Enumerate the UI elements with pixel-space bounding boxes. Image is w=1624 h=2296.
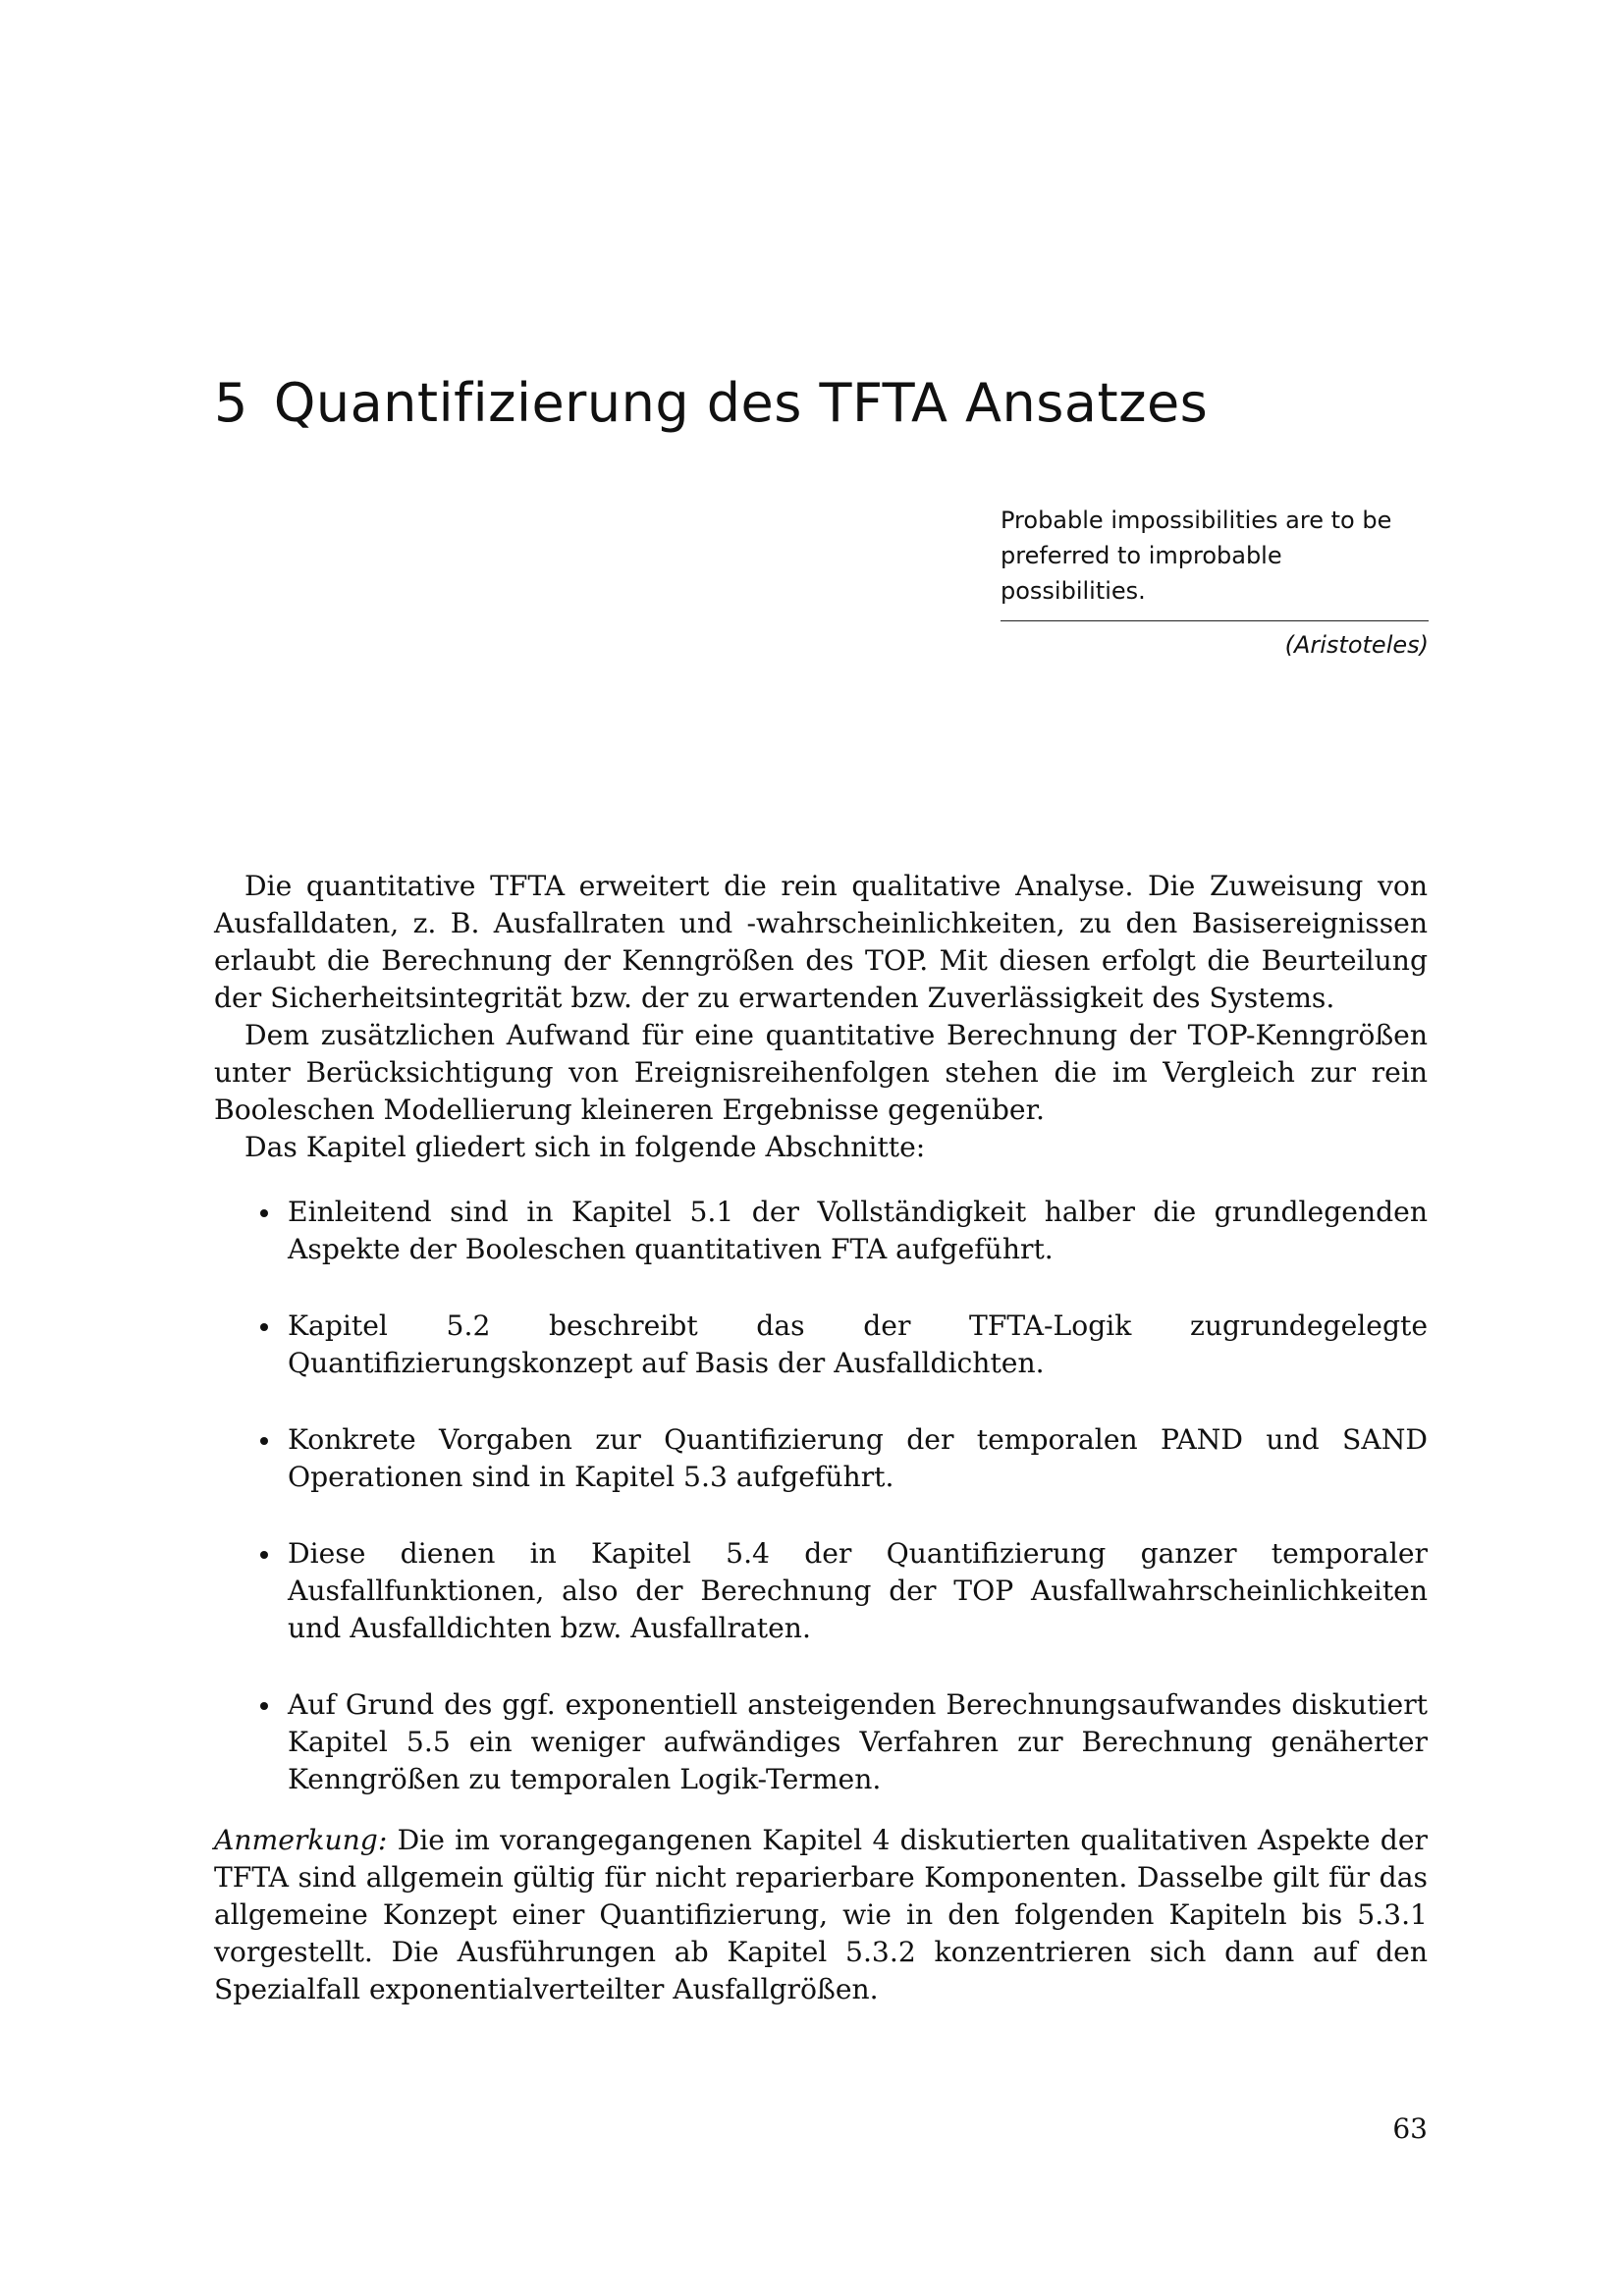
- list-item: [214, 1194, 1428, 1268]
- list-item-text: Einleitend sind in Kapitel 5.1 der Vollständigkeit halber die grundlegenden Aspekte der Booleschen quantitativen FTA aufgeführt.: [288, 1196, 1428, 1265]
- list-item-text: Kapitel 5.2 beschreibt das der TFTA-Logik zugrundegelegte Quantifizierungskonzept auf Basis der Ausfalldichten.: [288, 1309, 1428, 1379]
- list-item: [214, 1686, 1428, 1798]
- list-item-text: Auf Grund des ggf. exponentiell ansteigenden Berechnungsaufwandes diskutiert Kapitel 5.5 ein weniger aufwändiges Verfahren zur Berechnung genäherter Kenngrößen zu temporalen Logik-Termen.: [288, 1688, 1428, 1795]
- list-item: [214, 1421, 1428, 1496]
- paragraph-outline: Das Kapitel gliedert sich in folgende Abschnitte:: [244, 1131, 926, 1163]
- epigraph-quote-line-2: preferred to improbable possibilities.: [1001, 542, 1282, 605]
- note-text: Die im vorangegangenen Kapitel 4 diskutierten qualitativen Aspekte der TFTA sind allgemein gültig für nicht reparierbare Komponenten. Dasselbe gilt für das allgemeine Konzept einer Quantifizierung, wie in den folgenden Kapiteln bis 5.3.1 vorgestellt. Die Ausführungen ab Kapitel 5.3.2 konzentrieren sich dann auf den Spezialfall exponentialverteilter Ausfallgrößen.: [214, 1824, 1428, 2005]
- chapter-title-text: Quantifizierung des TFTA Ansatzes: [273, 372, 1209, 434]
- paragraph-effort: Dem zusätzlichen Aufwand für eine quantitative Berechnung der TOP-Kenngrößen unter Berücksichtigung von Ereignisreihenfolgen stehen die im Vergleich zur rein Booleschen Modellierung kleineren Ergebnisse gegenüber.: [214, 1019, 1428, 1126]
- note-paragraph: [214, 1822, 1428, 2008]
- epigraph-divider: [1001, 620, 1429, 621]
- bullet-icon: [260, 1437, 268, 1445]
- bullet-icon: [260, 1323, 268, 1331]
- page-number: 63: [1392, 2112, 1428, 2145]
- epigraph: [1001, 503, 1429, 663]
- section-overview-list: [214, 1194, 1428, 1798]
- bullet-icon: [260, 1551, 268, 1559]
- list-item-text: Diese dienen in Kapitel 5.4 der Quantifizierung ganzer temporaler Ausfallfunktionen, also der Berechnung der TOP Ausfallwahrscheinlichkeiten und Ausfalldichten bzw. Ausfallraten.: [288, 1537, 1428, 1644]
- list-item-text: Konkrete Vorgaben zur Quantifizierung der temporalen PAND und SAND Operationen sind in Kapitel 5.3 aufgeführt.: [288, 1423, 1428, 1493]
- epigraph-quote-line-1: Probable impossibilities are to be: [1001, 507, 1392, 534]
- note-label: Anmerkung:: [214, 1824, 388, 1856]
- chapter-title: [214, 369, 1208, 438]
- chapter-number: 5: [214, 372, 248, 434]
- epigraph-author: (Aristoteles): [1284, 631, 1429, 659]
- bullet-icon: [260, 1702, 268, 1710]
- list-item: [214, 1308, 1428, 1382]
- paragraph-intro: Die quantitative TFTA erweitert die rein qualitative Analyse. Die Zuweisung von Ausfalldaten, z. B. Ausfallraten und -wahrscheinlichkeiten, zu den Basisereignissen erlaubt die Berechnung der Kenngrößen des TOP. Mit diesen erfolgt die Beurteilung der Sicherheitsintegrität bzw. der zu erwartenden Zuverlässigkeit des Systems.: [214, 870, 1428, 1014]
- bullet-icon: [260, 1209, 268, 1217]
- epigraph-quote: [1001, 503, 1429, 609]
- body-text: [214, 868, 1428, 2008]
- list-item: [214, 1535, 1428, 1647]
